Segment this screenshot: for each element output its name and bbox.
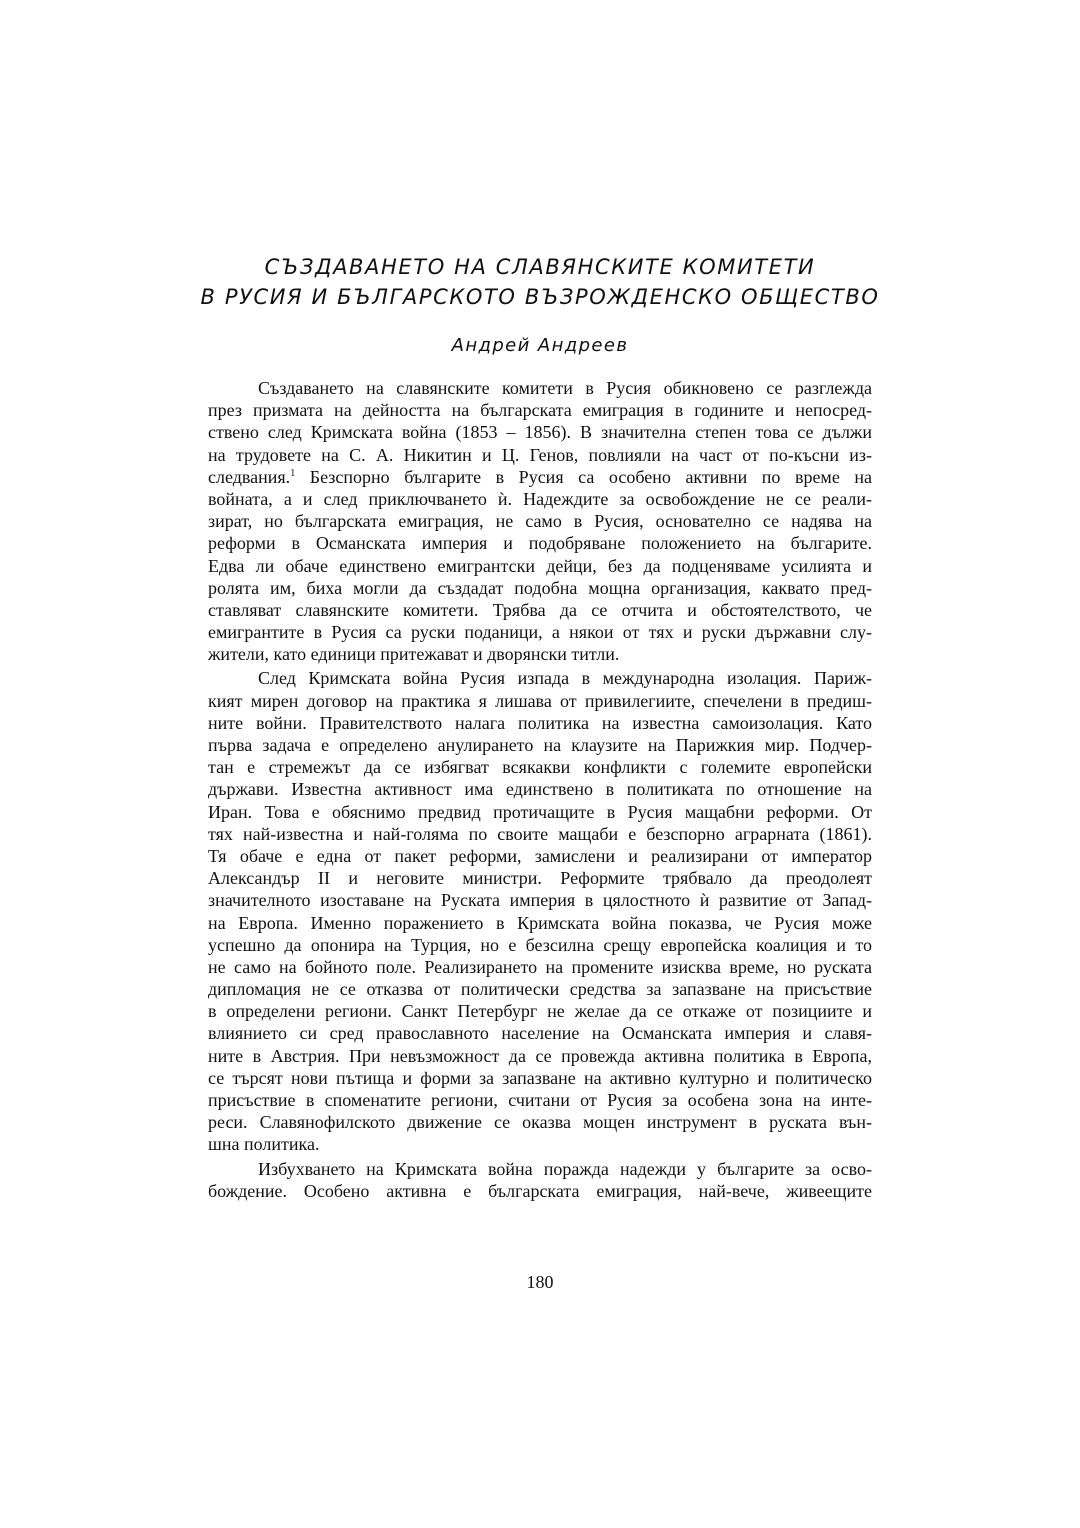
text-line: присъствие в споменатите региони, считани от Русия за особена зона на инте- [208,1090,872,1110]
text-line-with-footnote [208,466,872,488]
text-line: емигрантите в Русия са руски поданици, а някои от тях и руски държавни слу- [208,622,872,643]
text-line: на Европа. Именно поражението в Кримската война показва, че Русия може [208,912,872,933]
text-line: реси. Славянофилското движение се оказва мощен инструмент в руската вън- [208,1112,872,1133]
text-line: жители, като единици притежават и дворянски титли. [208,644,620,665]
author-name: Андрей Андреев [451,335,629,356]
text-line: Иран. Това е обяснимо предвид протичащите в Русия мащабни реформи. От [208,801,872,822]
text-line: шна политика. [208,1134,320,1155]
text-line: Тя обаче е една от пакет реформи, замислени и реализирани от император [208,845,872,866]
text-line: значителното изоставане на Руската империя в цялостното ѝ развитие от Запад- [208,890,872,911]
text-fragment: следвания. [208,466,291,487]
page-number: 180 [526,1272,554,1292]
text-line: ните в Австрия. При невъзможност да се провежда активна политика в Европа, [208,1045,872,1066]
text-line: Александър II и неговите министри. Реформите трябвало да преодолеят [208,868,872,889]
paragraph-3 [208,1158,872,1202]
text-line: ствено след Кримската война (1853 – 1856). В значителна степен това се дължи [208,422,872,443]
text-line: Създаването на славянските комитети в Русия обикновено се разглежда [258,378,872,398]
text-line: на трудовете на С. А. Никитин и Ц. Генов, повлияли на част от по-късни из- [208,444,872,465]
text-line: първа задача е определено анулирането на клаузите на Парижкия мир. Подчер- [208,735,872,755]
text-line: ставляват славянските комитети. Трябва да се отчита и обстоятелството, че [208,599,872,620]
text-line: през призмата на дейността на българската емиграция в годините и непосред- [208,400,872,421]
text-line: бождение. Особено активна е българската емиграция, най-вече, живеещите [208,1180,872,1201]
paragraph-2 [208,667,872,1155]
footnote-ref[interactable]: 1 [290,467,296,479]
text-line: влиянието си сред православното население на Османската империя и славя- [208,1023,872,1044]
text-line: След Кримската война Русия изпада в международна изолация. Париж- [258,668,872,689]
text-fragment: Безспорно българите в Русия са особено активни по време на [295,466,872,487]
text-line: успешно да опонира на Турция, но е безсилна срещу европейска коалиция и то [208,934,872,955]
text-line: тях най-известна и най-голяма по своите мащаби е безспорно аграрната (1861). [208,823,872,844]
text-line: ролята им, биха могли да създадат подобна мощна организация, каквато пред- [208,577,872,598]
text-line: Избухването на Кримската война поражда надежди у българите за осво- [258,1158,872,1179]
text-line: зират, но българската емиграция, не само в Русия, основателно се надява на [208,511,872,532]
text-line: дипломация не се отказва от политически средства за запазване на присъствие [208,979,872,1000]
article-body [208,377,872,1204]
text-line: не само на бойното поле. Реализирането на промените изисква време, но руската [208,956,872,977]
text-line: войната, а и след приключването ѝ. Надеждите за освобождение не се реали- [208,488,872,509]
title-line-2: В РУСИЯ И БЪЛГАРСКОТО ВЪЗРОЖДЕНСКО ОБЩЕСТВО [200,285,880,309]
text-line: в определени региони. Санкт Петербург не желае да се откаже от позициите и [208,1001,872,1022]
title-line-1: СЪЗДАВАНЕТО НА СЛАВЯНСКИТЕ КОМИТЕТИ [264,255,816,279]
text-line: се търсят нови пътища и форми за запазване на активно културно и политическо [208,1067,872,1088]
text-line: Едва ли обаче единствено емигрантски дейци, без да подценяваме усилията и [208,555,872,576]
article-title [170,252,910,312]
text-line: реформи в Османската империя и подобряване положението на българите. [208,533,872,554]
paragraph-1 [208,377,872,665]
text-line: държави. Известна активност има единствено в политиката по отношение на [208,779,872,800]
text-line: тан е стремежът да се избягват всякакви конфликти с големите европейски [208,757,872,778]
text-line: кият мирен договор на практика я лишава от привилегиите, спечелени в предиш- [208,690,872,711]
text-line: ните войни. Правителството налага политика на известна самоизолация. Като [208,712,872,733]
